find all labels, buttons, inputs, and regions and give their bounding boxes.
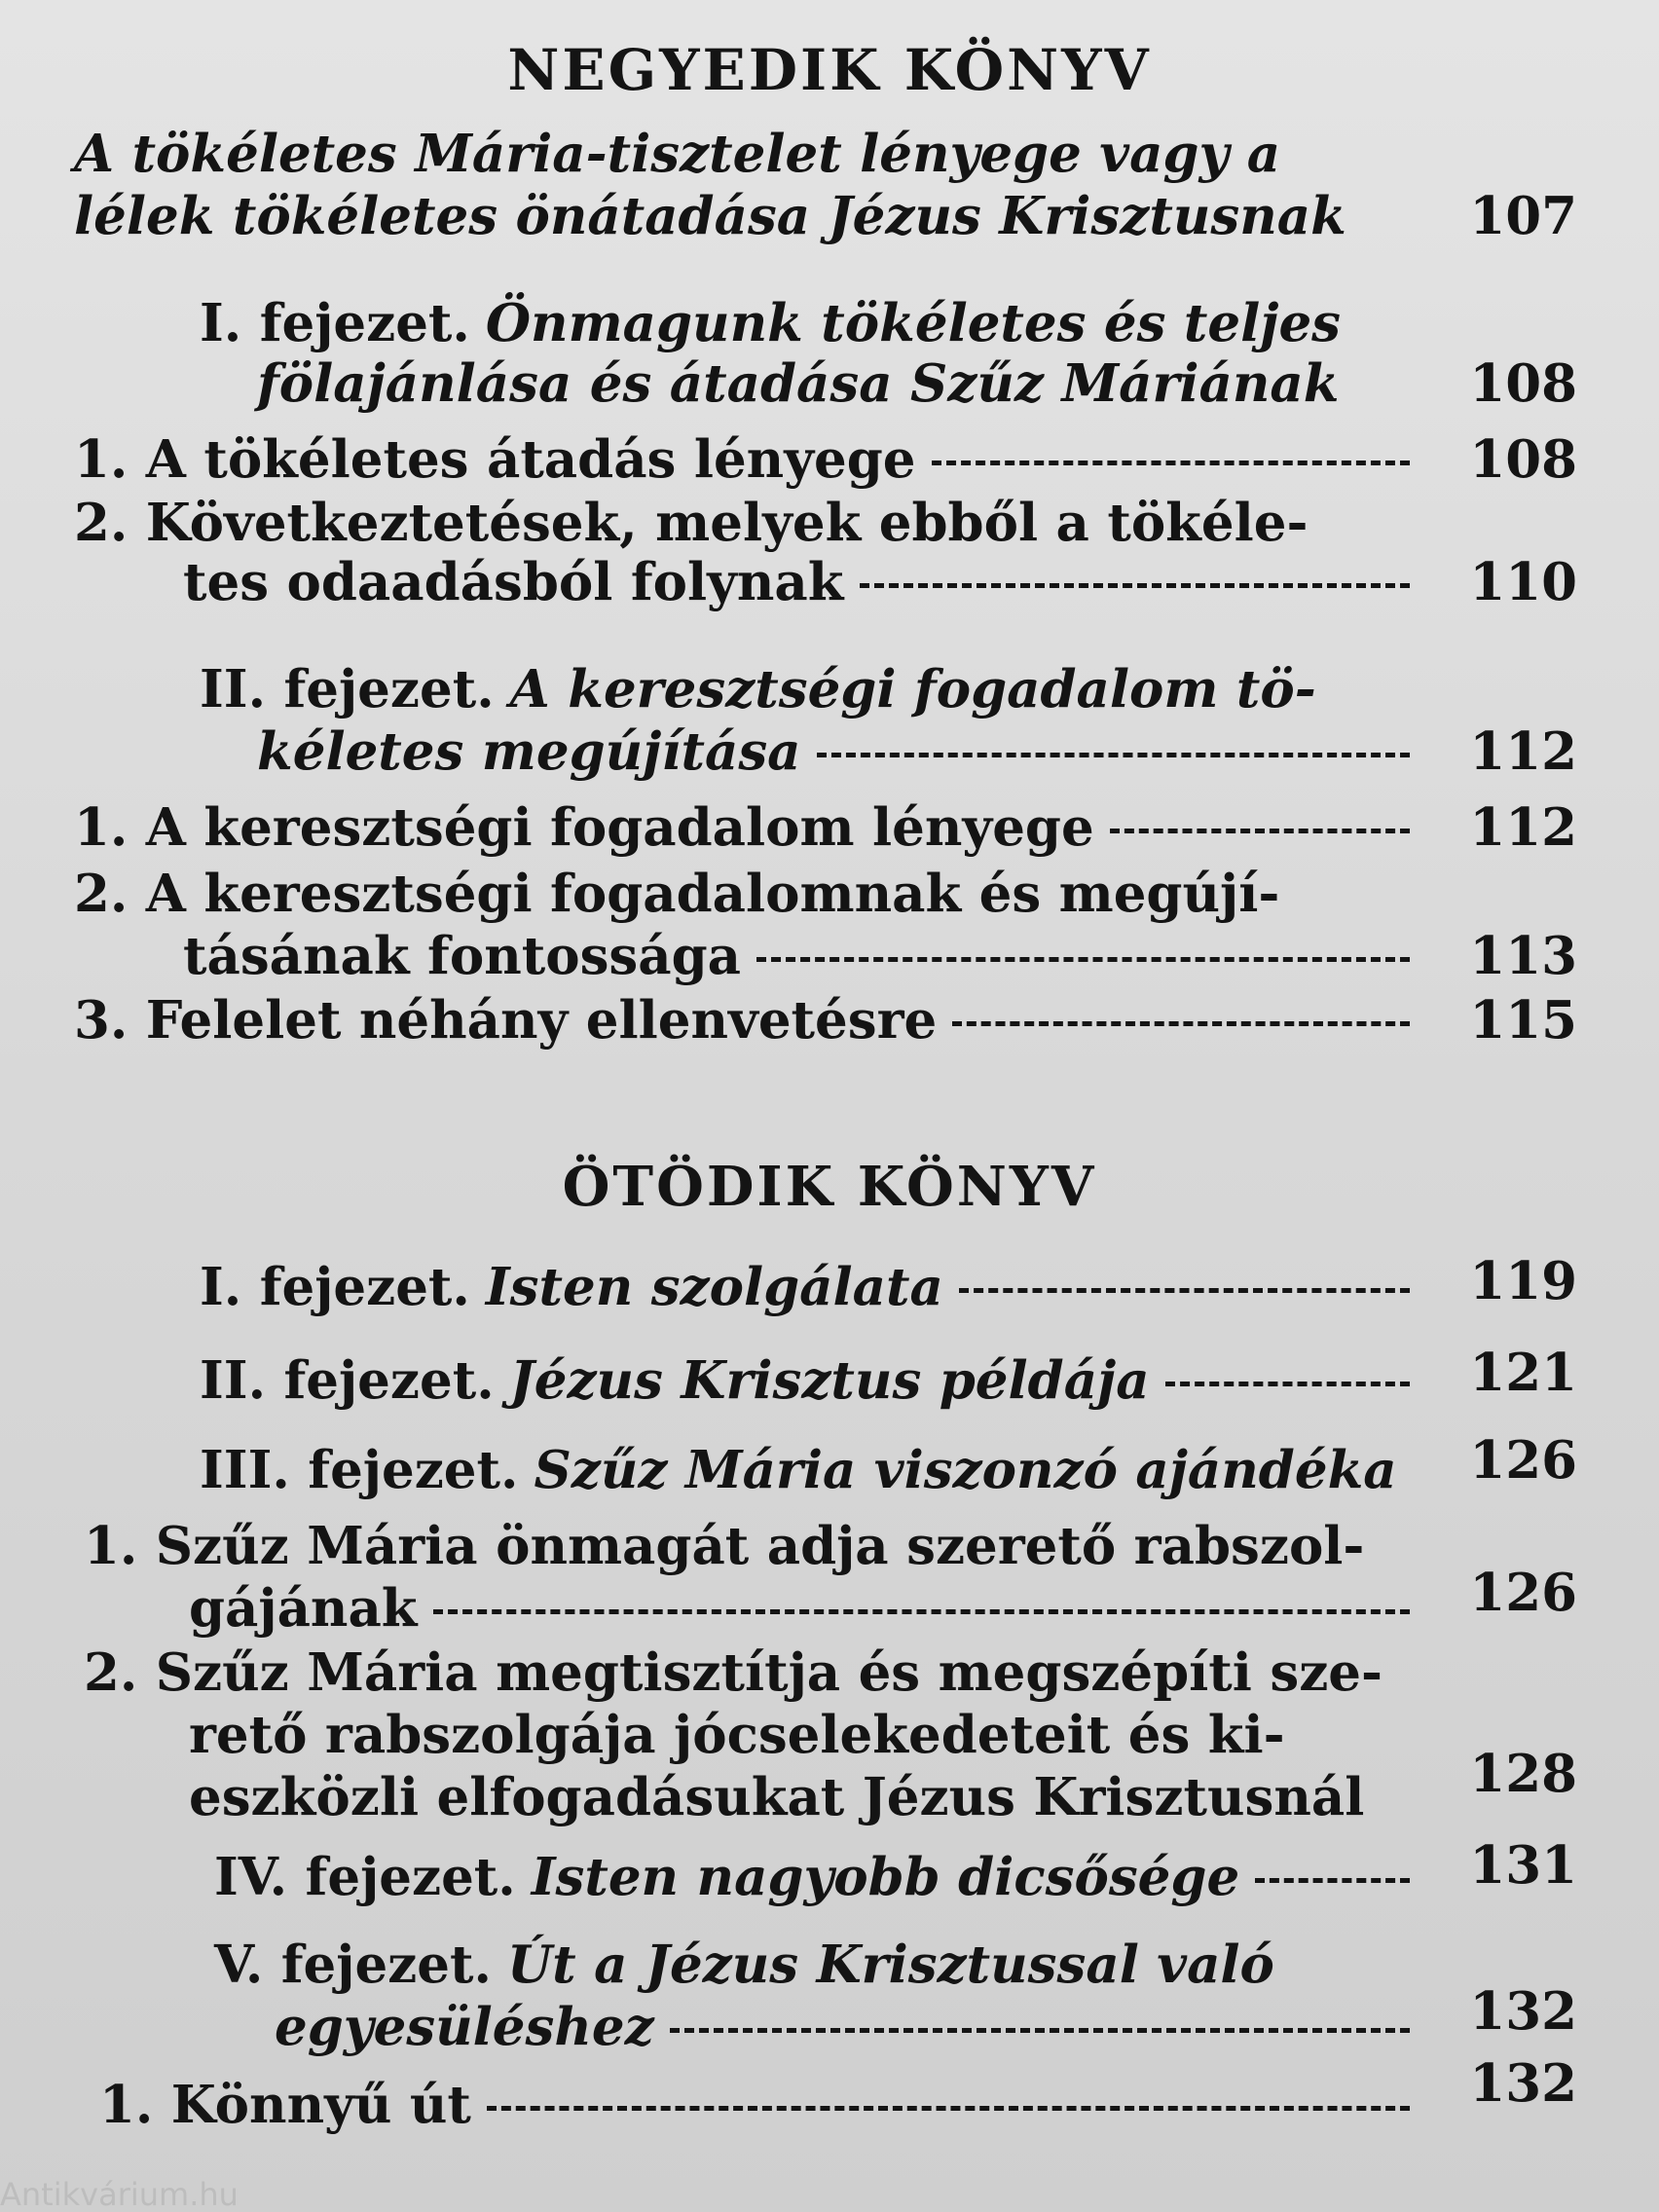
- dash-leader: [670, 2028, 1410, 2033]
- b5-ch3-s2-text3: eszközli elfogadásukat Jézus Krisztusnál: [189, 1767, 1365, 1827]
- b4-ch2-s2-text1: 2. A keresztségi fogadalomnak és megújí-: [74, 864, 1280, 924]
- book4-title-line1: [74, 123, 1410, 185]
- b5-ch1-title: Isten szolgálata: [485, 1257, 943, 1317]
- b5-ch2-page: 121: [1469, 1343, 1577, 1403]
- book4-title-text2: lélek tökéletes önátadása Jézus Krisztusnak: [74, 186, 1346, 246]
- book5-heading: ÖTÖDIK KÖNYV: [562, 1155, 1097, 1219]
- b5-ch5-line2: [275, 1996, 1410, 2058]
- b4-ch2-s2-line1: [74, 863, 1410, 925]
- dash-leader: [1255, 1878, 1410, 1883]
- b5-ch1-line: [200, 1256, 1410, 1318]
- dash-leader: [487, 2106, 1410, 2111]
- b5-ch3-s2-text1: 2. Szűz Mária megtisztítja és megszépíti sze-: [84, 1642, 1383, 1703]
- b5-ch3-s1-page: 126: [1469, 1563, 1577, 1623]
- b5-ch3-s1-line2: [189, 1577, 1410, 1640]
- b4-ch1-line1: [200, 292, 1410, 354]
- b4-ch1-title2: fölajánlása és átadása Szűz Máriának: [257, 353, 1340, 414]
- b5-ch3-s2-line1: [84, 1641, 1410, 1704]
- book4-title-line2: [74, 185, 1410, 247]
- book4-heading: NEGYEDIK KÖNYV: [507, 37, 1152, 103]
- b5-ch3-s1-line1: [84, 1515, 1410, 1577]
- b4-ch1-title1: Önmagunk tökéletes és teljes: [485, 293, 1341, 353]
- b5-ch5-s1-text: 1. Könnyű út: [99, 2075, 471, 2135]
- b4-ch1-s2-text1: 2. Következtetések, melyek ebből a tökéle-: [74, 493, 1309, 553]
- watermark: Antikvárium.hu: [0, 2176, 239, 2212]
- b5-ch3-s2-text2: rető rabszolgája jócselekedeteit és ki-: [189, 1705, 1285, 1765]
- b5-ch3-line: [200, 1439, 1410, 1501]
- b4-ch2-s2-line2: [183, 925, 1410, 987]
- b5-ch2-title: Jézus Krisztus példája: [509, 1350, 1150, 1411]
- b5-ch3-s2-page: 128: [1469, 1744, 1577, 1804]
- b5-ch3-page: 126: [1469, 1430, 1577, 1491]
- dash-leader: [1165, 1382, 1410, 1386]
- b4-ch2-s1-line: [74, 796, 1410, 859]
- b4-ch2-line1: [200, 658, 1410, 720]
- b5-ch5-page: 132: [1469, 1981, 1577, 2042]
- b5-ch5-s1-page: 132: [1469, 2053, 1577, 2114]
- b4-ch2-s2-page: 113: [1469, 926, 1577, 986]
- book4-title-text1: A tökéletes Mária-tisztelet lényege vagy a: [74, 124, 1281, 184]
- b4-ch2-line2: [257, 720, 1410, 783]
- b5-ch4-title: Isten nagyobb dicsősége: [531, 1847, 1240, 1907]
- b5-ch1-page: 119: [1469, 1251, 1577, 1311]
- b4-ch2-label: II. fejezet.: [200, 659, 495, 719]
- b5-ch5-label: V. fejezet.: [214, 1935, 492, 1995]
- b5-ch4-page: 131: [1469, 1835, 1577, 1896]
- b5-ch2-line: [200, 1349, 1410, 1412]
- b5-ch4-label: IV. fejezet.: [214, 1847, 516, 1907]
- b4-ch2-s3-line: [74, 989, 1410, 1051]
- b5-ch1-label: I. fejezet.: [200, 1257, 470, 1317]
- b4-ch2-title2: kéletes megújítása: [257, 721, 801, 782]
- b4-ch1-s1-text: 1. A tökéletes átadás lényege: [74, 429, 916, 490]
- b4-ch1-page: 108: [1469, 353, 1577, 414]
- b5-ch2-label: II. fejezet.: [200, 1350, 495, 1411]
- book4-title-page: 107: [1469, 186, 1577, 246]
- b5-ch5-line1: [214, 1934, 1410, 1996]
- b4-ch2-s3-text: 3. Felelet néhány ellenvetésre: [74, 990, 938, 1051]
- dash-leader: [959, 1288, 1410, 1293]
- b4-ch1-s1-line: [74, 428, 1410, 491]
- dash-leader: [817, 753, 1411, 757]
- b5-ch5-s1-line: [99, 2074, 1410, 2136]
- b4-ch2-s1-page: 112: [1469, 797, 1577, 858]
- dash-leader: [433, 1609, 1410, 1614]
- b5-ch3-s2-line2: [189, 1704, 1410, 1766]
- dash-leader: [1110, 829, 1410, 833]
- b4-ch1-line2: [257, 352, 1410, 415]
- b4-ch2-title1: A keresztségi fogadalom tö-: [509, 659, 1316, 719]
- b4-ch2-page: 112: [1469, 721, 1577, 782]
- b4-ch2-s3-page: 115: [1469, 990, 1577, 1051]
- b5-ch4-line: [214, 1846, 1410, 1908]
- b4-ch1-s2-line1: [74, 492, 1410, 554]
- b4-ch2-s1-text: 1. A keresztségi fogadalom lényege: [74, 797, 1094, 858]
- b4-ch1-label: I. fejezet.: [200, 293, 470, 353]
- b4-ch1-s2-page: 110: [1469, 552, 1577, 612]
- b4-ch1-s2-line2: [183, 551, 1410, 613]
- b5-ch5-title2: egyesüléshez: [275, 1997, 654, 2057]
- b5-ch3-label: III. fejezet.: [200, 1440, 519, 1500]
- b5-ch3-s1-text1: 1. Szűz Mária önmagát adja szerető rabszol-: [84, 1516, 1365, 1576]
- dash-leader: [860, 583, 1411, 588]
- b5-ch3-s1-text2: gájának: [189, 1578, 418, 1639]
- b5-ch3-title: Szűz Mária viszonzó ajándéka: [534, 1440, 1397, 1500]
- dash-leader: [756, 957, 1410, 962]
- dash-leader: [932, 461, 1410, 465]
- dash-leader: [952, 1021, 1410, 1026]
- b4-ch2-s2-text2: tásának fontossága: [183, 926, 741, 986]
- b4-ch1-s1-page: 108: [1469, 429, 1577, 490]
- b5-ch3-s2-line3: [189, 1766, 1410, 1828]
- b4-ch1-s2-text2: tes odaadásból folynak: [183, 552, 844, 612]
- b5-ch5-title1: Út a Jézus Krisztussal való: [506, 1935, 1274, 1995]
